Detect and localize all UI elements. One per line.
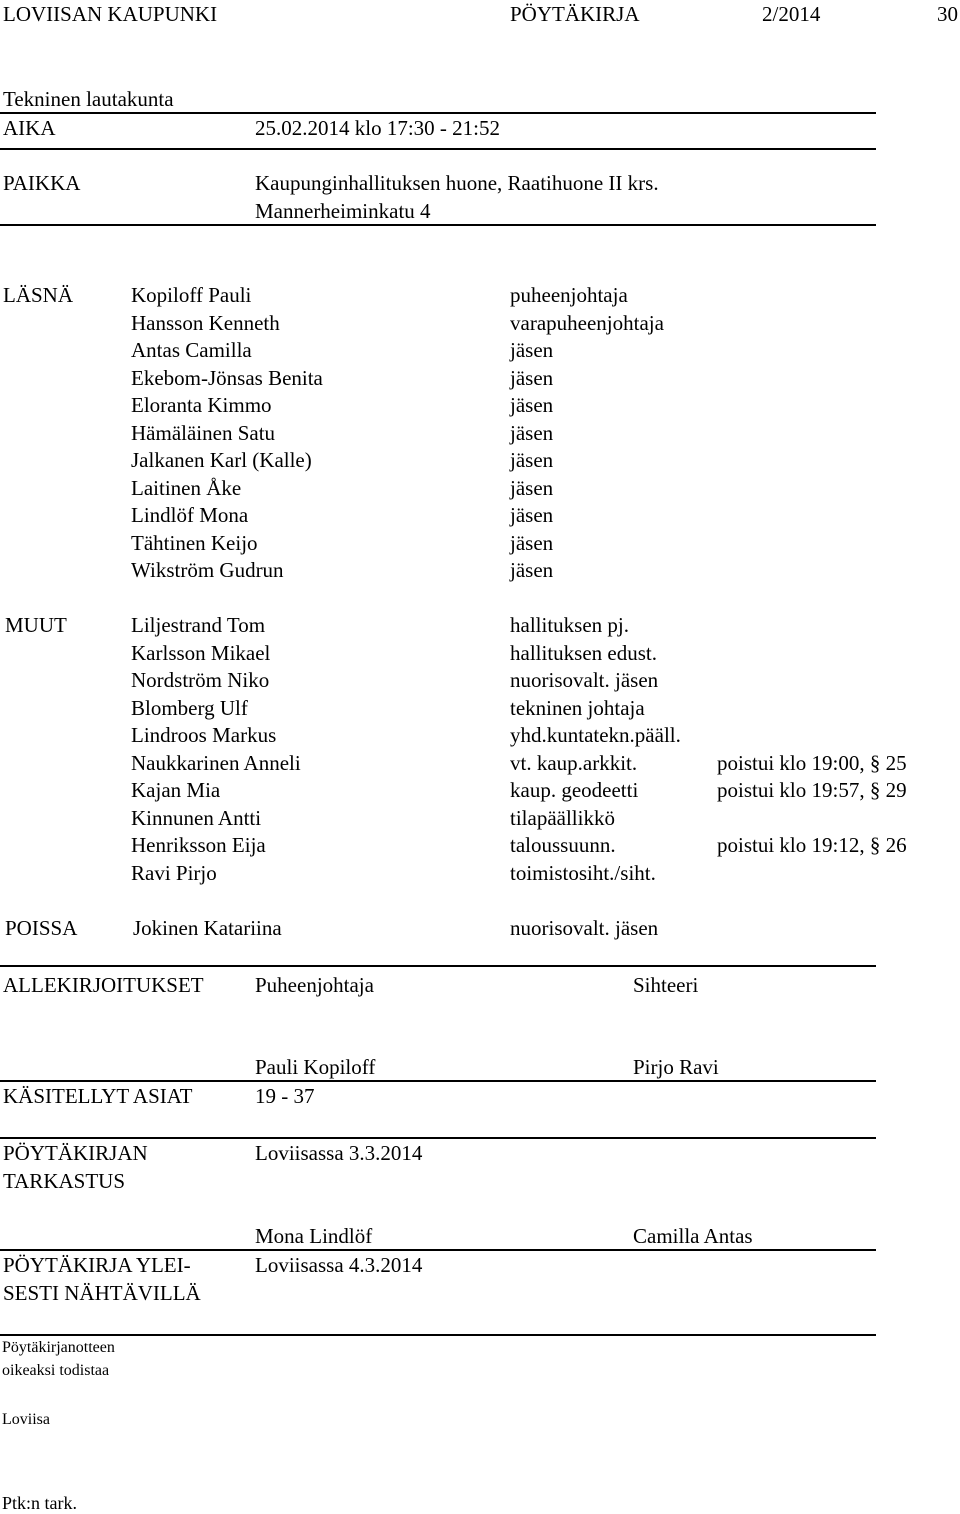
absent-role: nuorisovalt. jäsen: [510, 916, 659, 940]
member-role: jäsen: [510, 338, 554, 362]
person-name: Liljestrand Tom: [131, 613, 266, 637]
chair-name: Pauli Kopiloff: [255, 1055, 376, 1079]
person-name: Kinnunen Antti: [131, 806, 262, 830]
person-role: nuorisovalt. jäsen: [510, 668, 659, 692]
divider: [0, 965, 876, 967]
public-place-date: Loviisassa 4.3.2014: [255, 1253, 423, 1277]
time-label: AIKA: [3, 116, 56, 140]
certification-text: Pöytäkirjanotteen: [2, 1339, 115, 1356]
person-name: Lindroos Markus: [131, 723, 277, 747]
member-name: Hämäläinen Satu: [131, 421, 276, 445]
person-role: tekninen johtaja: [510, 696, 645, 720]
divider: [0, 1080, 876, 1082]
person-name: Karlsson Mikael: [131, 641, 271, 665]
ptk-check-label: Ptk:n tark.: [2, 1493, 77, 1513]
reviewer-name: Mona Lindlöf: [255, 1224, 373, 1248]
person-role: yhd.kuntatekn.pääll.: [510, 723, 681, 747]
divider: [0, 224, 876, 226]
items-value: 19 - 37: [255, 1084, 315, 1108]
divider: [0, 1249, 876, 1251]
person-name: Henriksson Eija: [131, 833, 266, 857]
member-name: Jalkanen Karl (Kalle): [131, 448, 312, 472]
reviewer-name: Camilla Antas: [633, 1224, 753, 1248]
signatures-label: ALLEKIRJOITUKSET: [3, 973, 204, 997]
member-role: jäsen: [510, 503, 554, 527]
divider: [0, 1334, 876, 1336]
person-name: Blomberg Ulf: [131, 696, 248, 720]
person-name: Naukkarinen Anneli: [131, 751, 301, 775]
absent-label: POISSA: [5, 916, 78, 940]
member-name: Lindlöf Mona: [131, 503, 249, 527]
member-role: jäsen: [510, 393, 554, 417]
person-role: toimistosiht./siht.: [510, 861, 656, 885]
page-number: 30: [937, 2, 958, 26]
person-role: vt. kaup.arkkit.: [510, 751, 638, 775]
public-label: SESTI NÄHTÄVILLÄ: [3, 1281, 201, 1305]
member-name: Antas Camilla: [131, 338, 252, 362]
place-label: PAIKKA: [3, 171, 81, 195]
secretary-name: Pirjo Ravi: [633, 1055, 719, 1079]
person-role: kaup. geodeetti: [510, 778, 639, 802]
member-role: varapuheenjohtaja: [510, 311, 664, 335]
person-name: Kajan Mia: [131, 778, 221, 802]
time-value: 25.02.2014 klo 17:30 - 21:52: [255, 116, 500, 140]
divider: [0, 112, 876, 114]
member-role: jäsen: [510, 366, 554, 390]
review-place-date: Loviisassa 3.3.2014: [255, 1141, 423, 1165]
chair-title: Puheenjohtaja: [255, 973, 374, 997]
departure-note: poistui klo 19:12, § 26: [717, 833, 907, 857]
place-line2: Mannerheiminkatu 4: [255, 199, 431, 223]
member-role: jäsen: [510, 558, 554, 582]
city-name: LOVIISAN KAUPUNKI: [3, 2, 218, 26]
divider: [0, 1137, 876, 1139]
board-name: Tekninen lautakunta: [3, 87, 174, 111]
member-name: Laitinen Åke: [131, 476, 242, 500]
secretary-title: Sihteeri: [633, 973, 699, 997]
member-role: jäsen: [510, 531, 554, 555]
member-name: Tähtinen Keijo: [131, 531, 258, 555]
others-label: MUUT: [5, 613, 67, 637]
divider: [0, 148, 876, 150]
member-role: jäsen: [510, 448, 554, 472]
member-name: Wikström Gudrun: [131, 558, 284, 582]
items-label: KÄSITELLYT ASIAT: [3, 1084, 193, 1108]
member-name: Eloranta Kimmo: [131, 393, 272, 417]
departure-note: poistui klo 19:57, § 29: [717, 778, 907, 802]
place-line1: Kaupunginhallituksen huone, Raatihuone II krs.: [255, 171, 659, 195]
present-label: LÄSNÄ: [3, 283, 74, 307]
person-name: Ravi Pirjo: [131, 861, 217, 885]
member-role: jäsen: [510, 421, 554, 445]
review-label: TARKASTUS: [3, 1169, 126, 1193]
person-role: taloussuunn.: [510, 833, 616, 857]
person-role: hallituksen pj.: [510, 613, 629, 637]
member-role: jäsen: [510, 476, 554, 500]
document-number: 2/2014: [762, 2, 821, 26]
member-name: Kopiloff Pauli: [131, 283, 252, 307]
review-label: PÖYTÄKIRJAN: [3, 1141, 148, 1165]
member-role: puheenjohtaja: [510, 283, 628, 307]
certification-text: oikeaksi todistaa: [2, 1362, 110, 1379]
person-role: tilapäällikkö: [510, 806, 615, 830]
person-role: hallituksen edust.: [510, 641, 657, 665]
public-label: PÖYTÄKIRJA YLEI-: [3, 1253, 191, 1277]
member-name: Ekebom-Jönsas Benita: [131, 366, 323, 390]
document-type: PÖYTÄKIRJA: [510, 2, 640, 26]
person-name: Nordström Niko: [131, 668, 270, 692]
member-name: Hansson Kenneth: [131, 311, 280, 335]
absent-name: Jokinen Katariina: [133, 916, 282, 940]
departure-note: poistui klo 19:00, § 25: [717, 751, 907, 775]
certification-place: Loviisa: [2, 1411, 50, 1428]
